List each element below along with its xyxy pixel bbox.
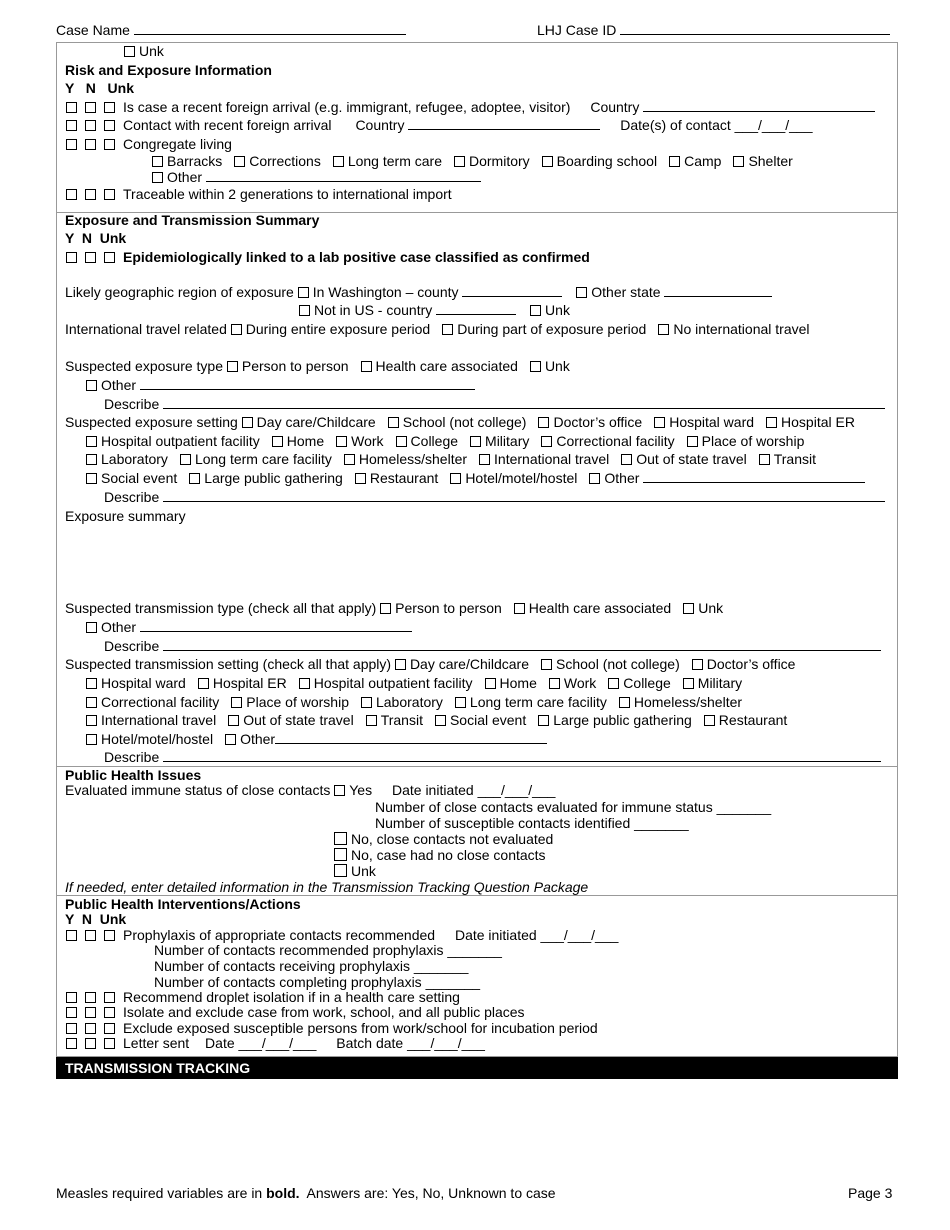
phi-title: Public Health Issues [65, 767, 202, 783]
top-unk-option[interactable] [124, 43, 164, 59]
option-label: Hospital outpatient facility [101, 433, 260, 449]
option-label: Country [590, 99, 640, 115]
checkbox[interactable] [152, 172, 163, 183]
option-label: Unk [544, 358, 570, 374]
checkbox[interactable] [334, 848, 347, 861]
checkbox[interactable] [619, 697, 630, 708]
fill-in-line[interactable] [664, 284, 772, 297]
option-label: Hospital ward [101, 675, 186, 691]
checkbox[interactable] [576, 287, 587, 298]
num-receiving: Number of contacts receiving prophylaxis _______ [154, 958, 469, 974]
option-label: Contact with recent foreign arrival [123, 117, 332, 133]
transmission-setting-row4[interactable] [86, 712, 787, 728]
option-label: Doctor’s office [553, 414, 643, 430]
option-label: Isolate and exclude case from work, school, and all public places [123, 1004, 525, 1020]
option-label: College [410, 433, 459, 449]
num-completing: Number of contacts completing prophylaxis _______ [154, 974, 481, 990]
transmission-setting-row1[interactable] [65, 656, 795, 672]
exposure-setting-row2[interactable] [86, 433, 804, 449]
transmission-setting-row2[interactable] [86, 675, 742, 691]
option-label: Person to person [241, 358, 349, 374]
not-in-us-row[interactable] [299, 302, 570, 318]
checkbox[interactable] [85, 139, 96, 150]
option-label: bold. [266, 1185, 300, 1201]
exposure-setting-row3[interactable] [86, 451, 816, 467]
lhj-case-id-field[interactable] [537, 22, 890, 38]
option-label: Date initiated ___/___/___ [391, 782, 556, 798]
checkbox[interactable] [104, 1023, 115, 1034]
option-label: Barracks [167, 153, 223, 169]
option-label: Hospital ward [669, 414, 755, 430]
option-label: Country [355, 117, 405, 133]
checkbox[interactable] [334, 785, 345, 796]
option-label: Hospital outpatient facility [313, 675, 473, 691]
option-label: International travel [101, 712, 217, 728]
checkbox[interactable] [66, 1023, 77, 1034]
transmission-type-row[interactable] [65, 600, 723, 616]
fill-in-line[interactable] [140, 619, 412, 632]
checkbox[interactable] [85, 120, 96, 131]
option-label: Doctor’s office [706, 656, 796, 672]
checkbox[interactable] [470, 436, 481, 447]
fill-in-line [408, 117, 600, 130]
option-label: Social event [449, 712, 527, 728]
option-label: Military [697, 675, 743, 691]
checkbox[interactable] [86, 734, 97, 745]
checkbox[interactable] [396, 436, 407, 447]
checkbox[interactable] [104, 102, 115, 113]
checkbox[interactable] [361, 361, 372, 372]
checkbox[interactable] [589, 473, 600, 484]
checkbox[interactable] [66, 189, 77, 200]
option-label: Home [499, 675, 537, 691]
phi-note: If needed, enter detailed information in the Transmission Tracking Question Package [65, 879, 589, 895]
lhj-case-id-label: LHJ Case ID [537, 22, 617, 38]
checkbox[interactable] [380, 603, 391, 614]
option-label: Describe [104, 749, 160, 765]
lhj-case-id-line [620, 22, 890, 35]
checkbox[interactable] [85, 992, 96, 1003]
checkbox[interactable] [366, 715, 377, 726]
exposure-type-describe[interactable] [104, 396, 885, 412]
checkbox[interactable] [766, 417, 777, 428]
checkbox[interactable] [86, 454, 97, 465]
checkbox[interactable] [227, 361, 238, 372]
checkbox[interactable] [86, 473, 97, 484]
transmission-setting-row5[interactable] [86, 731, 547, 747]
checkbox[interactable] [66, 139, 77, 150]
option-label: Suspected transmission setting (check all that apply) [65, 656, 392, 672]
checkbox[interactable] [388, 417, 399, 428]
option-label: In Washington – county [312, 284, 459, 300]
checkbox[interactable] [687, 436, 698, 447]
option-label: Correctional facility [556, 433, 675, 449]
checkbox[interactable] [658, 324, 669, 335]
letter-row[interactable] [66, 1035, 485, 1051]
option-label: Hotel/motel/hostel [101, 731, 214, 747]
checkbox[interactable] [485, 678, 496, 689]
option-label: Day care/Childcare [409, 656, 529, 672]
option-label: Suspected exposure setting [65, 414, 238, 430]
option-label: Unk [698, 600, 724, 616]
checkbox[interactable] [85, 1023, 96, 1034]
checkbox[interactable] [514, 603, 525, 614]
checkbox[interactable] [733, 156, 744, 167]
option-label: Boarding school [556, 153, 658, 169]
case-name-line [134, 22, 406, 35]
option-label: Out of state travel [636, 451, 747, 467]
checkbox[interactable] [86, 380, 97, 391]
checkbox[interactable] [344, 454, 355, 465]
option-label: Other state [591, 284, 661, 300]
checkbox[interactable] [189, 473, 200, 484]
option-label: Describe [104, 396, 160, 412]
option-label: Evaluated immune status of close contacts [65, 782, 331, 798]
fill-in-line[interactable] [163, 749, 881, 762]
option-label: Transit [380, 712, 423, 728]
option-label: Transit [773, 451, 817, 467]
checkbox[interactable] [225, 734, 236, 745]
option-label: Congregate living [123, 136, 232, 152]
option-label: Likely geographic region of exposure [65, 284, 294, 300]
option-label: Shelter [748, 153, 793, 169]
checkbox[interactable] [549, 678, 560, 689]
option-label: No, close contacts not evaluated [351, 831, 554, 847]
option-label: During part of exposure period [457, 321, 647, 337]
option-label: During entire exposure period [245, 321, 431, 337]
epi-linked-row[interactable] [66, 249, 590, 265]
checkbox[interactable] [86, 436, 97, 447]
checkbox[interactable] [234, 156, 245, 167]
checkbox[interactable] [272, 436, 283, 447]
option-label: School (not college) [402, 414, 527, 430]
checkbox[interactable] [85, 102, 96, 113]
checkbox[interactable] [538, 417, 549, 428]
option-label: Is case a recent foreign arrival (e.g. immigrant, refugee, adoptee, visitor) [123, 99, 571, 115]
prophylaxis-row[interactable] [66, 927, 618, 943]
checkbox[interactable] [395, 659, 406, 670]
checkbox[interactable] [66, 102, 77, 113]
option-label: Hospital ER [212, 675, 287, 691]
fill-in-line[interactable] [163, 638, 881, 651]
option-label: Recommend droplet isolation if in a health care setting [123, 989, 460, 1005]
fill-in-line[interactable] [206, 169, 481, 182]
travel-row[interactable] [65, 321, 810, 337]
checkbox[interactable] [542, 156, 553, 167]
option-label: Restaurant [369, 470, 439, 486]
case-name-field[interactable] [56, 22, 406, 38]
exposure-setting-describe[interactable] [104, 489, 885, 505]
option-label: Answers are: Yes, No, Unknown to case [299, 1185, 556, 1201]
option-label: Date initiated ___/___/___ [454, 927, 619, 943]
checkbox[interactable] [104, 992, 115, 1003]
checkbox[interactable] [66, 252, 77, 263]
checkbox[interactable] [66, 1038, 77, 1049]
checkbox[interactable] [104, 120, 115, 131]
option-label: Not in US - country [314, 302, 433, 318]
checkbox[interactable] [104, 252, 115, 263]
option-label: Other [240, 731, 276, 747]
option-label: Large public gathering [204, 470, 343, 486]
exposure-summary-label: Exposure summary [65, 508, 186, 524]
interventions-title: Public Health Interventions/Actions [65, 896, 301, 912]
checkbox[interactable] [86, 697, 97, 708]
checkbox[interactable] [683, 678, 694, 689]
num-evaluated: Number of close contacts evaluated for immune status _______ [375, 799, 772, 815]
option-label: No, case had no close contacts [351, 847, 546, 863]
exposure-type-other[interactable] [86, 377, 475, 393]
option-label: Out of state travel [243, 712, 354, 728]
checkbox[interactable] [450, 473, 461, 484]
checkbox[interactable] [530, 361, 541, 372]
option-label: Prophylaxis of appropriate contacts recommended [123, 927, 436, 943]
checkbox[interactable] [66, 992, 77, 1003]
option-label: Suspected transmission type (check all that apply) [65, 600, 377, 616]
option-label: Health care associated [375, 358, 518, 374]
option-label: Hospital ER [781, 414, 855, 430]
case-name-label: Case Name [56, 22, 130, 38]
no-not-evaluated[interactable] [334, 831, 553, 847]
option-label: Homeless/shelter [358, 451, 468, 467]
checkbox[interactable] [361, 697, 372, 708]
transmission-setting-row3[interactable] [86, 694, 742, 710]
checkbox[interactable] [704, 715, 715, 726]
option-label: Large public gathering [553, 712, 692, 728]
checkbox[interactable] [152, 156, 163, 167]
transmission-tracking-banner: TRANSMISSION TRACKING [56, 1057, 898, 1079]
checkbox[interactable] [104, 139, 115, 150]
fill-in-line[interactable] [462, 284, 562, 297]
option-label: Date(s) of contact ___/___/___ [620, 117, 813, 133]
fill-in-line[interactable] [140, 377, 475, 390]
option-label: Place of worship [701, 433, 805, 449]
option-label: Corrections [249, 153, 321, 169]
transmission-type-other[interactable] [86, 619, 412, 635]
checkbox[interactable] [104, 1038, 115, 1049]
checkbox[interactable] [85, 252, 96, 263]
checkbox[interactable] [442, 324, 453, 335]
checkbox[interactable] [228, 715, 239, 726]
contact-foreign-row[interactable] [66, 117, 812, 133]
checkbox[interactable] [104, 189, 115, 200]
option-label: Other [167, 169, 203, 185]
checkbox[interactable] [231, 324, 242, 335]
congregate-options[interactable] [152, 153, 793, 169]
option-label: Epidemiologically linked to a lab positive case classified as confirmed [123, 249, 590, 265]
checkbox[interactable] [454, 156, 465, 167]
option-label: Work [351, 433, 384, 449]
no-close-contacts[interactable] [334, 847, 546, 863]
checkbox[interactable] [180, 454, 191, 465]
checkbox[interactable] [333, 156, 344, 167]
option-label: Suspected exposure type [65, 358, 223, 374]
option-label: College [623, 675, 671, 691]
option-label: Health care associated [528, 600, 672, 616]
checkbox[interactable] [86, 715, 97, 726]
checkbox[interactable] [608, 678, 619, 689]
checkbox[interactable] [85, 1007, 96, 1018]
option-label: Home [286, 433, 325, 449]
fill-in-line[interactable] [163, 396, 885, 409]
checkbox[interactable] [124, 46, 135, 57]
option-label: Measles required variables are in [56, 1185, 267, 1201]
geo-region-row[interactable] [65, 284, 772, 300]
option-label: Letter sent [123, 1035, 190, 1051]
fill-in-line[interactable] [163, 489, 885, 502]
checkbox[interactable] [231, 697, 242, 708]
option-label: Person to person [395, 600, 502, 616]
checkbox[interactable] [541, 436, 552, 447]
option-label: Hotel/motel/hostel [465, 470, 578, 486]
option-label: Day care/Childcare [256, 414, 376, 430]
option-label: Laboratory [101, 451, 168, 467]
checkbox[interactable] [85, 189, 96, 200]
evaluated-immune-row[interactable] [65, 782, 555, 798]
option-label: Describe [104, 638, 160, 654]
checkbox[interactable] [538, 715, 549, 726]
checkbox[interactable] [104, 930, 115, 941]
checkbox[interactable] [669, 156, 680, 167]
option-label: Unk [545, 302, 570, 318]
option-label: Long term care facility [194, 451, 332, 467]
checkbox[interactable] [435, 715, 446, 726]
option-label: Yes [349, 782, 373, 798]
exposure-setting-row1[interactable] [65, 414, 855, 430]
option-label: Long term care facility [469, 694, 607, 710]
option-label: Place of worship [246, 694, 349, 710]
option-label: Social event [101, 470, 178, 486]
exposure-yn-header: Y N Unk [65, 230, 127, 246]
checkbox[interactable] [198, 678, 209, 689]
checkbox[interactable] [683, 603, 694, 614]
checkbox[interactable] [692, 659, 703, 670]
option-label: Other [101, 619, 137, 635]
checkbox[interactable] [336, 436, 347, 447]
option-label: Traceable within 2 generations to international import [123, 186, 452, 202]
fill-in-line [643, 99, 875, 112]
checkbox[interactable] [455, 697, 466, 708]
option-label: Describe [104, 489, 160, 505]
checkbox[interactable] [86, 678, 97, 689]
fill-in-line[interactable] [275, 731, 547, 744]
transmission-type-describe[interactable] [104, 638, 881, 654]
droplet-row[interactable] [66, 989, 460, 1005]
option-label: International travel related [65, 321, 227, 337]
exclude-row[interactable] [66, 1020, 598, 1036]
fill-in-line[interactable] [436, 302, 516, 315]
checkbox[interactable] [242, 417, 253, 428]
option-label: Military [485, 433, 530, 449]
checkbox[interactable] [334, 864, 347, 877]
checkbox[interactable] [299, 305, 310, 316]
checkbox[interactable] [334, 832, 347, 845]
checkbox[interactable] [66, 120, 77, 131]
num-susceptible: Number of susceptible contacts identified _______ [375, 815, 689, 831]
exposure-type-row[interactable] [65, 358, 570, 374]
congregate-row[interactable] [66, 136, 232, 152]
checkbox[interactable] [530, 305, 541, 316]
option-label: Work [563, 675, 597, 691]
risk-title: Risk and Exposure Information [65, 62, 272, 78]
congregate-other[interactable] [152, 169, 481, 185]
option-label: Batch date ___/___/___ [336, 1035, 485, 1051]
exposure-setting-row4[interactable] [86, 470, 865, 486]
option-label: Other [604, 470, 640, 486]
checkbox[interactable] [66, 930, 77, 941]
option-label: Correctional facility [101, 694, 220, 710]
checkbox[interactable] [86, 622, 97, 633]
risk-yn-header: Y N Unk [65, 80, 134, 96]
interventions-yn-header: Y N Unk [65, 911, 127, 927]
phi-unk[interactable] [334, 863, 376, 879]
checkbox[interactable] [759, 454, 770, 465]
fill-in-line[interactable] [643, 470, 865, 483]
option-label: Camp [684, 153, 722, 169]
traceable-row[interactable] [66, 186, 452, 202]
exposure-title: Exposure and Transmission Summary [65, 212, 320, 228]
option-label: Exclude exposed susceptible persons from work/school for incubation period [123, 1020, 598, 1036]
checkbox[interactable] [104, 1007, 115, 1018]
checkbox[interactable] [85, 1038, 96, 1049]
checkbox[interactable] [479, 454, 490, 465]
option-label: Long term care [347, 153, 442, 169]
foreign-arrival-row[interactable] [66, 99, 875, 115]
page-number: Page 3 [848, 1185, 893, 1201]
checkbox[interactable] [621, 454, 632, 465]
option-label: Unk [139, 43, 164, 59]
option-label: Other [101, 377, 137, 393]
checkbox[interactable] [66, 1007, 77, 1018]
checkbox[interactable] [298, 287, 309, 298]
checkbox[interactable] [654, 417, 665, 428]
checkbox[interactable] [299, 678, 310, 689]
option-label: Homeless/shelter [633, 694, 743, 710]
footer-note [56, 1185, 556, 1201]
option-label: Date ___/___/___ [205, 1035, 317, 1051]
option-label: School (not college) [556, 656, 680, 672]
checkbox[interactable] [355, 473, 366, 484]
option-label: Unk [351, 863, 376, 879]
option-label: International travel [494, 451, 610, 467]
num-recommended: Number of contacts recommended prophylaxis _______ [154, 942, 502, 958]
transmission-setting-describe[interactable] [104, 749, 881, 765]
option-label: Dormitory [469, 153, 530, 169]
isolate-row[interactable] [66, 1004, 525, 1020]
checkbox[interactable] [541, 659, 552, 670]
option-label: Restaurant [718, 712, 788, 728]
option-label: No international travel [673, 321, 810, 337]
checkbox[interactable] [85, 930, 96, 941]
exposure-summary-area[interactable] [65, 526, 885, 596]
option-label: Laboratory [375, 694, 443, 710]
